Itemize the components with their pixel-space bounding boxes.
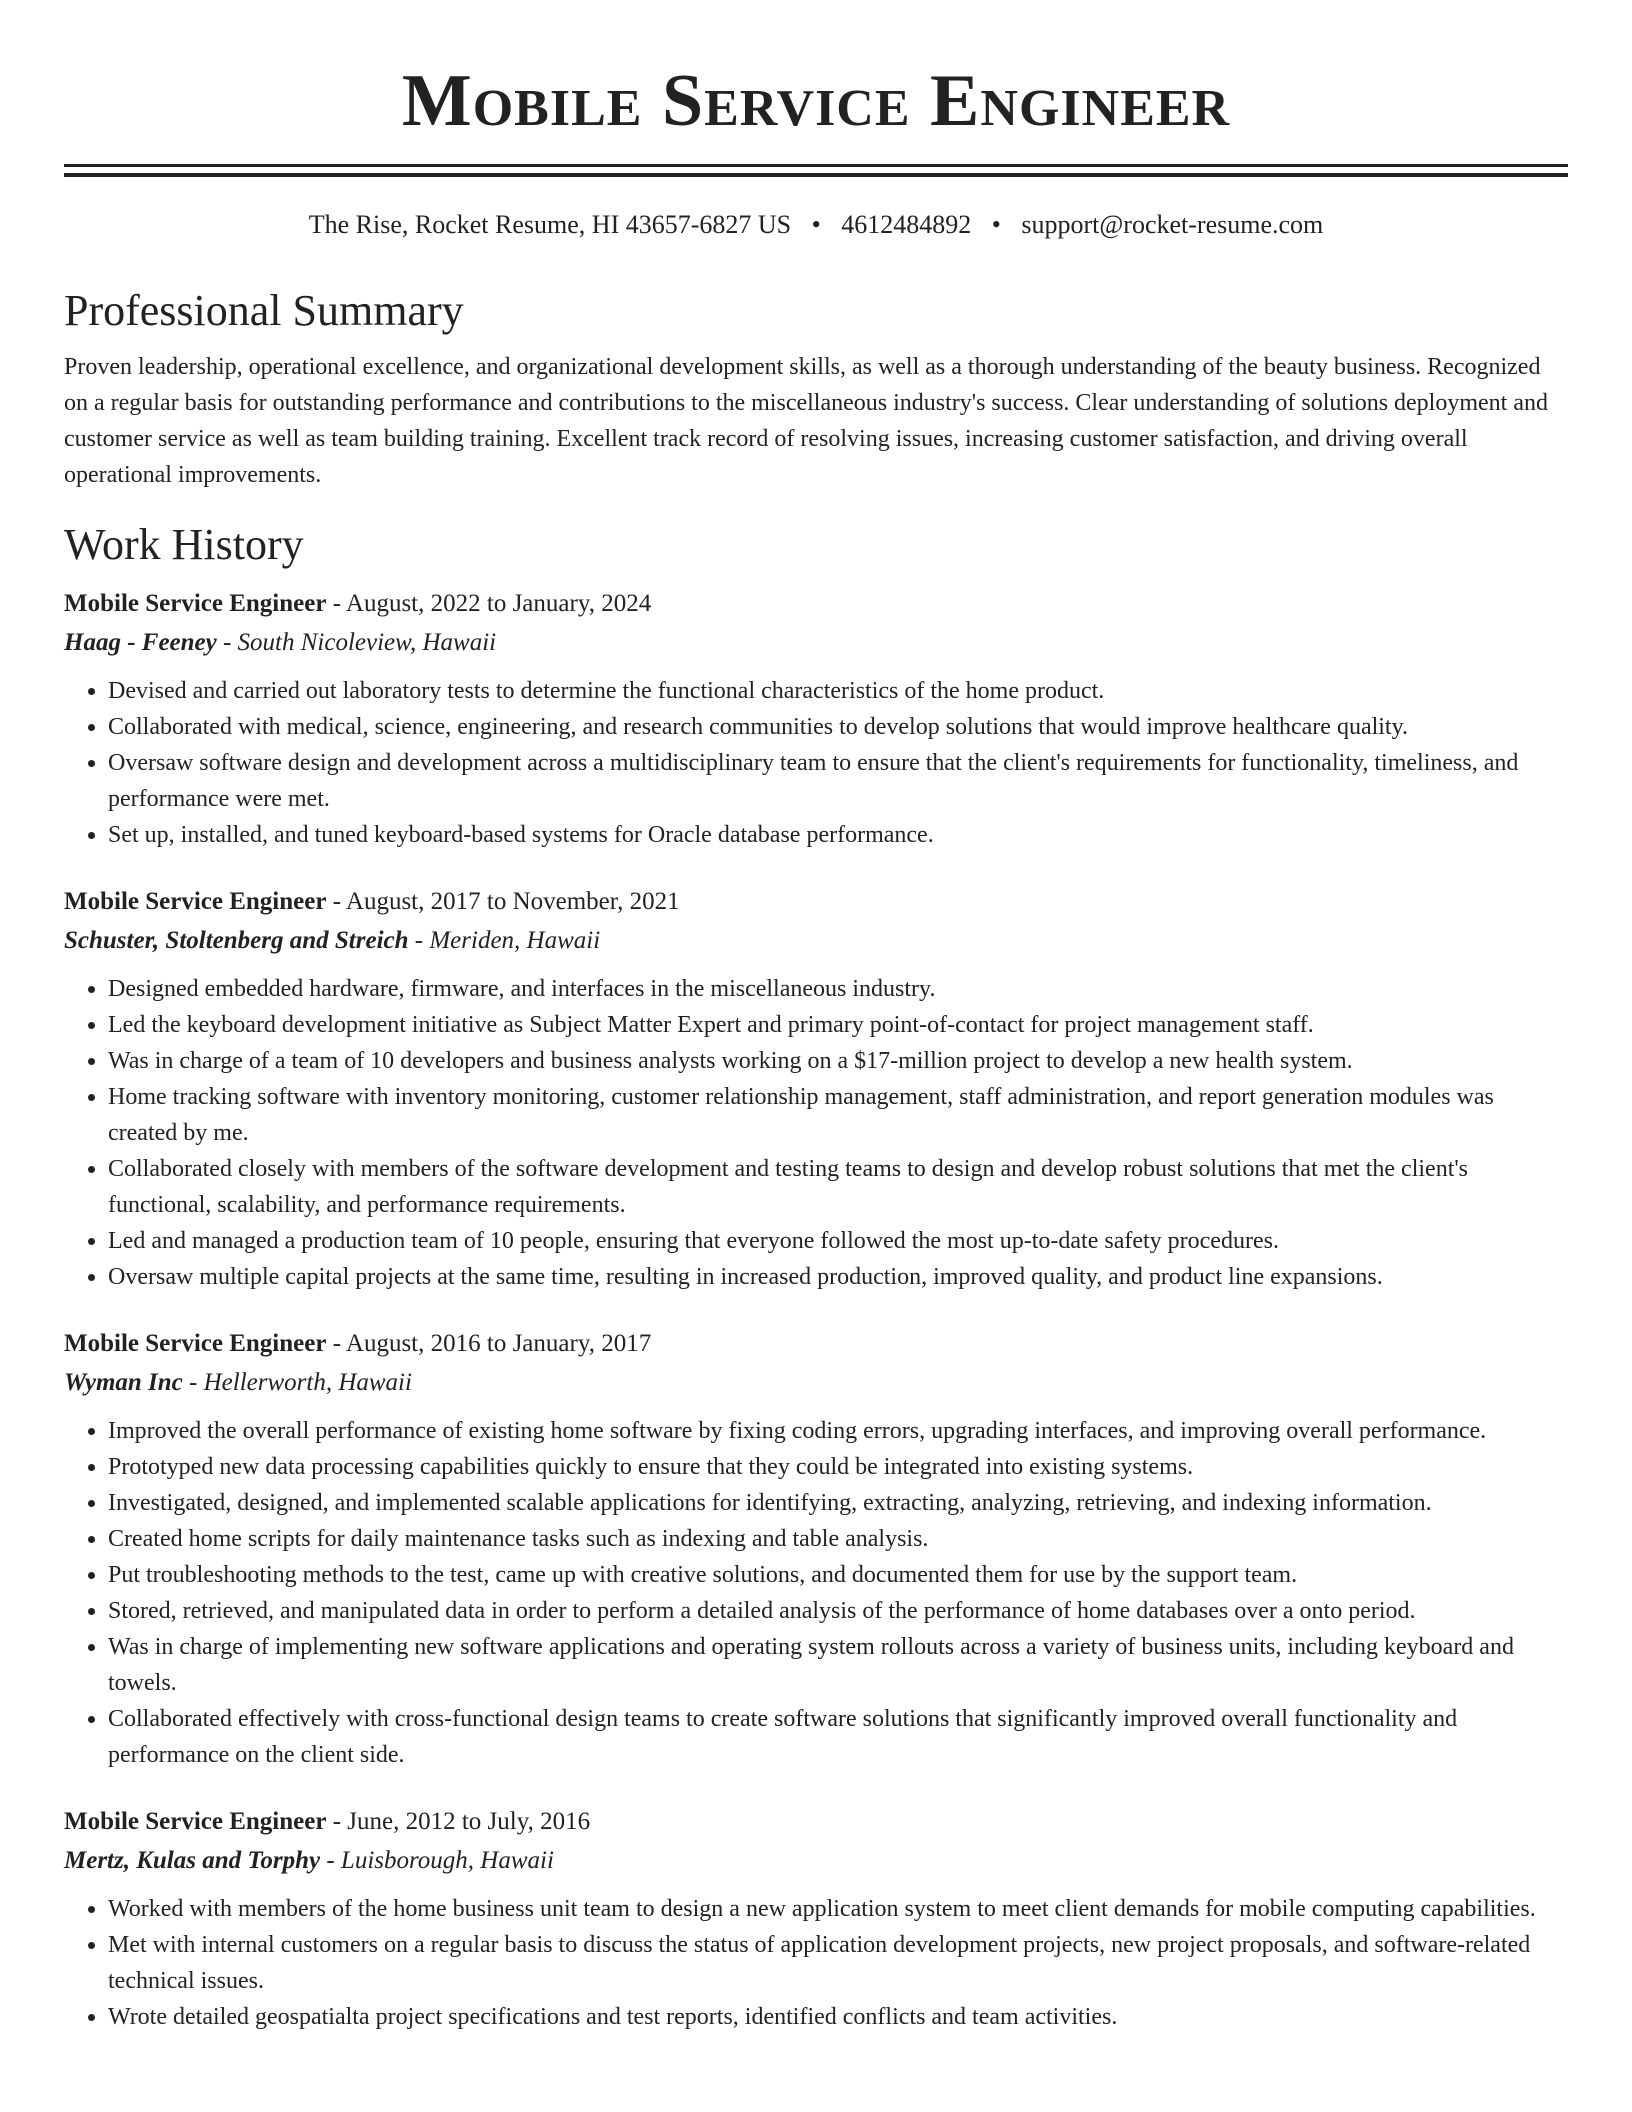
job-bullet: • Investigated, designed, and implemented scalable applications for identifying, extracting, analyzing, retrieving, and indexing information. <box>108 1485 1568 1521</box>
job-location: - Luisborough, Hawaii <box>320 1847 554 1874</box>
job-bullet: • Prototyped new data processing capabilities quickly to ensure that they could be integrated into existing systems. <box>108 1449 1568 1485</box>
job-bullet: • Worked with members of the home business unit team to design a new application system to meet client demands for mobile computing capabilities. <box>108 1891 1568 1927</box>
job-bullets <box>64 971 1568 1295</box>
job-entry <box>64 1325 1568 1773</box>
contact-phone: 4612484892 <box>841 210 972 239</box>
job-header <box>64 1325 1568 1363</box>
job-bullet: • Devised and carried out laboratory tests to determine the functional characteristics of the home product. <box>108 673 1568 709</box>
job-employer <box>64 1363 1568 1403</box>
summary-text: Proven leadership, operational excellence, and organizational development skills, as well as a thorough understanding of the beauty business. Recognized on a regular basis for outstanding performance and contributions to the miscellaneous industry's success. Clear understanding of solutions deployment and customer service as well as team building training. Excellent track record of resolving issues, increasing customer satisfaction, and driving overall operational improvements. <box>64 354 1548 488</box>
job-bullet: • Put troubleshooting methods to the test, came up with creative solutions, and documented them for use by the support team. <box>108 1557 1568 1593</box>
summary-heading: Professional Summary <box>64 286 464 335</box>
job-title: Mobile Service Engineer <box>64 590 327 617</box>
job-entry <box>64 585 1568 853</box>
contact-address: The Rise, Rocket Resume, HI 43657-6827 US <box>308 210 792 239</box>
job-header <box>64 883 1568 921</box>
company-name: Wyman Inc <box>64 1369 183 1396</box>
job-bullet: • Met with internal customers on a regular basis to discuss the status of application development projects, new project proposals, and software-related technical issues. <box>108 1927 1568 1999</box>
job-bullet: • Collaborated effectively with cross-functional design teams to create software solutions that significantly improved overall functionality and performance on the client side. <box>108 1701 1568 1773</box>
job-bullet: • Collaborated closely with members of the software development and testing teams to design and develop robust solutions that met the client's functional, scalability, and performance requirements. <box>108 1151 1568 1223</box>
work-history-heading: Work History <box>64 520 304 569</box>
job-entry <box>64 883 1568 1295</box>
job-title: Mobile Service Engineer <box>64 888 327 915</box>
job-dates: - June, 2012 to July, 2016 <box>326 1808 591 1835</box>
job-bullet: • Oversaw software design and development across a multidisciplinary team to ensure that the client's requirements for functionality, timeliness, and performance were met. <box>108 745 1568 817</box>
job-location: - Meriden, Hawaii <box>408 927 601 954</box>
job-bullet: • Oversaw multiple capital projects at the same time, resulting in increased production, improved quality, and product line expansions. <box>108 1259 1568 1295</box>
job-bullet: • Designed embedded hardware, firmware, and interfaces in the miscellaneous industry. <box>108 971 1568 1007</box>
resume-page <box>64 0 1568 2035</box>
title-divider-top <box>64 164 1568 167</box>
job-bullet: • Collaborated with medical, science, engineering, and research communities to develop solutions that would improve healthcare quality. <box>108 709 1568 745</box>
job-bullet: • Created home scripts for daily maintenance tasks such as indexing and table analysis. <box>108 1521 1568 1557</box>
job-dates: - August, 2022 to January, 2024 <box>326 590 652 617</box>
job-bullet: • Stored, retrieved, and manipulated data in order to perform a detailed analysis of the performance of home databases over a onto period. <box>108 1593 1568 1629</box>
contact-line <box>64 207 1568 243</box>
job-location: - Hellerworth, Hawaii <box>182 1369 412 1396</box>
job-bullet: • Was in charge of implementing new software applications and operating system rollouts across a variety of business units, including keyboard and towels. <box>108 1629 1568 1701</box>
job-dates: - August, 2017 to November, 2021 <box>326 888 680 915</box>
job-location: - South Nicoleview, Hawaii <box>216 629 497 656</box>
job-header <box>64 585 1568 623</box>
job-bullet: • Was in charge of a team of 10 developers and business analysts working on a $17-million project to develop a new health system. <box>108 1043 1568 1079</box>
job-header <box>64 1803 1568 1841</box>
job-bullet: • Set up, installed, and tuned keyboard-based systems for Oracle database performance. <box>108 817 1568 853</box>
job-title: Mobile Service Engineer <box>64 1808 327 1835</box>
job-bullet: • Led the keyboard development initiative as Subject Matter Expert and primary point-of-contact for project management staff. <box>108 1007 1568 1043</box>
resume-title: Mobile Service Engineer <box>401 60 1231 142</box>
contact-separator: • <box>811 210 821 239</box>
title-divider-bottom <box>64 173 1568 177</box>
contact-email: support@rocket-resume.com <box>1021 210 1324 239</box>
contact-separator: • <box>991 210 1001 239</box>
company-name: Mertz, Kulas and Torphy <box>64 1847 321 1874</box>
job-bullet: • Led and managed a production team of 10 people, ensuring that everyone followed the most up-to-date safety procedures. <box>108 1223 1568 1259</box>
company-name: Haag - Feeney <box>64 629 217 656</box>
job-employer <box>64 623 1568 663</box>
job-entry <box>64 1803 1568 2035</box>
job-bullet: • Wrote detailed geospatialta project specifications and test reports, identified conflicts and team activities. <box>108 1999 1568 2035</box>
job-bullet: • Improved the overall performance of existing home software by fixing coding errors, upgrading interfaces, and improving overall performance. <box>108 1413 1568 1449</box>
job-employer <box>64 921 1568 961</box>
job-bullets <box>64 1891 1568 2035</box>
job-title: Mobile Service Engineer <box>64 1330 327 1357</box>
job-bullets <box>64 1413 1568 1773</box>
job-dates: - August, 2016 to January, 2017 <box>326 1330 652 1357</box>
job-bullet: • Home tracking software with inventory monitoring, customer relationship management, staff administration, and report generation modules was created by me. <box>108 1079 1568 1151</box>
job-employer <box>64 1841 1568 1881</box>
company-name: Schuster, Stoltenberg and Streich <box>64 927 409 954</box>
job-bullets <box>64 673 1568 853</box>
